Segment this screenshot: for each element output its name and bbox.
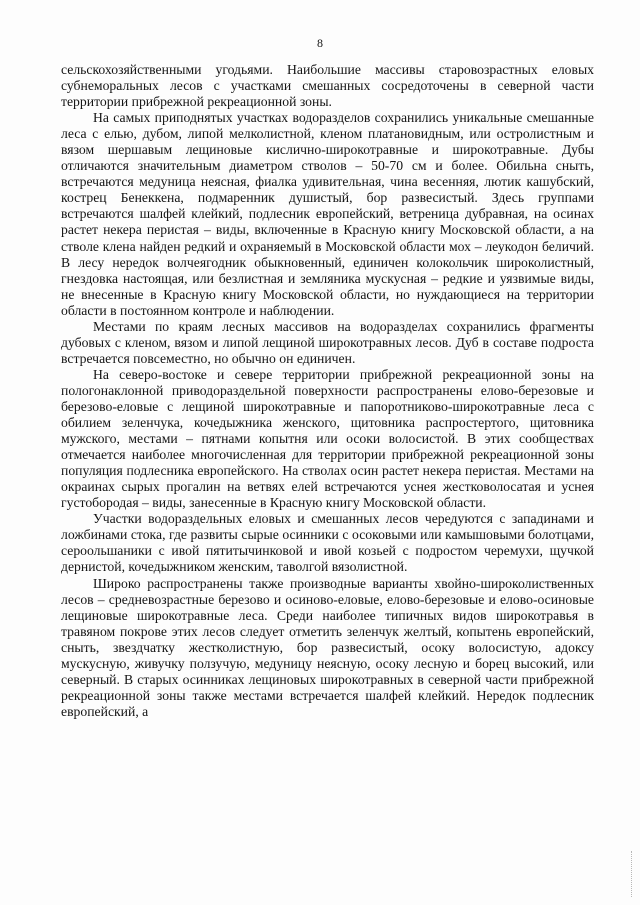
paragraph-continuation: сельскохозяйственными угодьями. Наибольшие массивы старовозрастных еловых субнеморальных лесов с участками смешанных сосредоточены в северной части территории прибрежной рекреационной зоны.	[61, 62, 594, 110]
paragraph-mixed-forests: На самых приподнятых участках водоразделов сохранились уникальные смешанные леса с елью, дубом, липой мелколистной, кленом платановидным, или остролистным и вязом шершавым лещиновые кислично-широкотравные и широкотравные. Дубы отличаются значительным диаметром стволов – 50-70 см и более. Обильна сныть, встречаются медуница неясная, фиалка удивительная, чина весенняя, лютик кашубский, кострец Бенеккена, подмаренник душистый, бор развесистый. Здесь группами встречаются шалфей клейкий, подлесник европейский, ветреница дубравная, на осинах растет некера перистая – виды, включенные в Красную книгу Московской области, а на стволе клена найден редкий и охраняемый в Московской области мох – леукодон беличий. В лесу нередок волчеягодник обыкновенный, единичен колокольчик широколистный, гнездовка настоящая, или безлистная и земляника мускусная – редкие и уязвимые виды, не внесенные в Красную книгу Московской области, но нуждающиеся на территории области в постоянном контроле и наблюдении.	[61, 110, 594, 318]
scan-edge-mark	[631, 851, 634, 897]
paragraph-derived-forests: Широко распространены также производные варианты хвойно-широколиственных лесов – средневозрастные березово и осиново-еловые, елово-березовые и елово-осиновые лещиновые широкотравные леса. Среди наиболее типичных видов широкотравья в травяном покрове этих лесов следует отметить зеленчук желтый, копытень европейский, сныть, звездчатку жестколистную, бор развесистый, осоку волосистую, адоксу мускусную, живучку ползучую, медуницу неясную, осоку лесную и борец высокий, или северный. В старых осинниках лещиновых широкотравных в северной части прибрежной рекреационной зоны также местами встречается шалфей клейкий. Нередок подлесник европейский, а	[61, 575, 594, 719]
page-number: 8	[317, 36, 323, 50]
paragraph-oak-fragments: Местами по краям лесных массивов на водоразделах сохранились фрагменты дубовых с кленом, вязом и липой лещиной широкотравных лесов. Дуб в составе подроста встречается повсеместно, но обычно он единичен.	[61, 318, 594, 366]
paragraph-wet-hollows: Участки водораздельных еловых и смешанных лесов чередуются с западинами и ложбинами стока, где развиты сырые осинники с осоковыми или камышовыми болотцами, сероольшаники с ивой пятитычинковой и ивой козьей с подростом черемухи, щучкой дернистой, кочедыжником женским, таволгой вязолистной.	[61, 511, 594, 575]
body-text	[61, 62, 594, 720]
paragraph-northeast-forests: На северо-востоке и севере территории прибрежной рекреационной зоны на пологонаклонной приводораздельной поверхности распространены елово-березовые и березово-еловые с лещиной широкотравные и папоротниково-широкотравные леса с обилием зеленчука, кочедыжника женского, щитовника распростертого, щитовника мужского, местами – пятнами копытня или осоки волосистой. В этих сообществах отмечается наиболее многочисленная для территории прибрежной рекреационной зоны популяция подлесника европейского. На стволах осин растет некера перистая. Местами на окраинах сырых прогалин на ветвях елей встречаются уснея жестковолосатая и уснея густобородая – виды, занесенные в Красную книгу Московской области.	[61, 366, 594, 511]
